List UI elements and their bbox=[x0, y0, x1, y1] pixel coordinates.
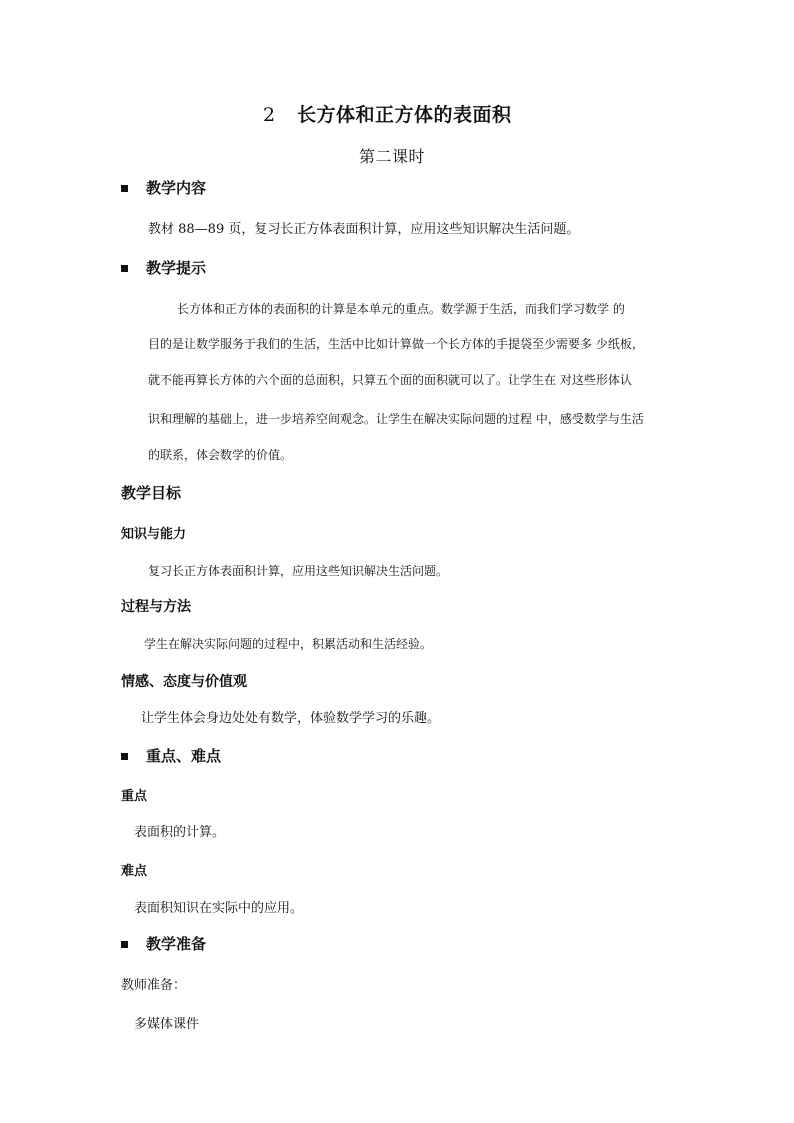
process-text: 学生在解决实际问题的过程中，积累活动和生活经验。 bbox=[144, 637, 433, 651]
square-bullet-icon bbox=[121, 265, 128, 272]
title-number: 2 bbox=[263, 104, 276, 126]
subheading-difficult: 难点 bbox=[121, 864, 148, 879]
square-bullet-icon bbox=[121, 185, 128, 192]
key-text: 表面积的计算。 bbox=[134, 825, 226, 840]
subheading-process: 过程与方法 bbox=[121, 599, 191, 615]
section-heading-text: 重点、难点 bbox=[146, 747, 222, 765]
teacher-prep-item: 多媒体课件 bbox=[134, 1017, 200, 1032]
section-heading-key-points bbox=[121, 749, 221, 764]
hint-line-1: 长方体和正方体的表面积的计算是本单元的重点。数学源于生活，而我们学习数学 的 bbox=[177, 302, 625, 316]
content-paragraph: 教材 88—89 页，复习长正方体表面积计算，应用这些知识解决生活问题。 bbox=[148, 222, 580, 237]
section-heading-text: 教学内容 bbox=[146, 179, 207, 197]
section-heading-text: 教学提示 bbox=[146, 259, 207, 277]
section-heading-content bbox=[121, 181, 206, 196]
hint-line-3: 就不能再算长方体的六个面的总面积，只算五个面的面积就可以了。让学生在 对这些形体认 bbox=[148, 373, 632, 387]
section-heading-prep bbox=[121, 937, 206, 952]
square-bullet-icon bbox=[121, 753, 128, 760]
section-heading-hint bbox=[121, 261, 206, 276]
subheading-emotion: 情感、态度与价值观 bbox=[121, 674, 247, 690]
hint-line-5: 的联系，体会数学的价值。 bbox=[148, 448, 293, 462]
square-bullet-icon bbox=[121, 941, 128, 948]
emotion-text: 让学生体会身边处处有数学，体验数学学习的乐趣。 bbox=[141, 711, 441, 726]
section-heading-goals: 教学目标 bbox=[121, 484, 182, 502]
subheading-key: 重点 bbox=[121, 789, 148, 804]
page-title bbox=[263, 106, 512, 125]
teacher-prep-label: 教师准备： bbox=[121, 978, 187, 993]
section-heading-text: 教学准备 bbox=[146, 935, 207, 953]
knowledge-text: 复习长正方体表面积计算，应用这些知识解决生活问题。 bbox=[148, 564, 449, 578]
difficult-text: 表面积知识在实际中的应用。 bbox=[134, 901, 304, 916]
hint-line-2: 目的是让数学服务于我们的生活，生活中比如计算做一个长方体的手提袋至少需要多 少纸板， bbox=[148, 337, 644, 351]
page-subtitle: 第二课时 bbox=[359, 147, 426, 166]
hint-line-4: 识和理解的基础上，进一步培养空间观念。让学生在解决实际问题的过程 中，感受数学与生活 bbox=[148, 412, 644, 426]
subheading-knowledge: 知识与能力 bbox=[121, 527, 187, 542]
title-text: 长方体和正方体的表面积 bbox=[297, 104, 512, 126]
